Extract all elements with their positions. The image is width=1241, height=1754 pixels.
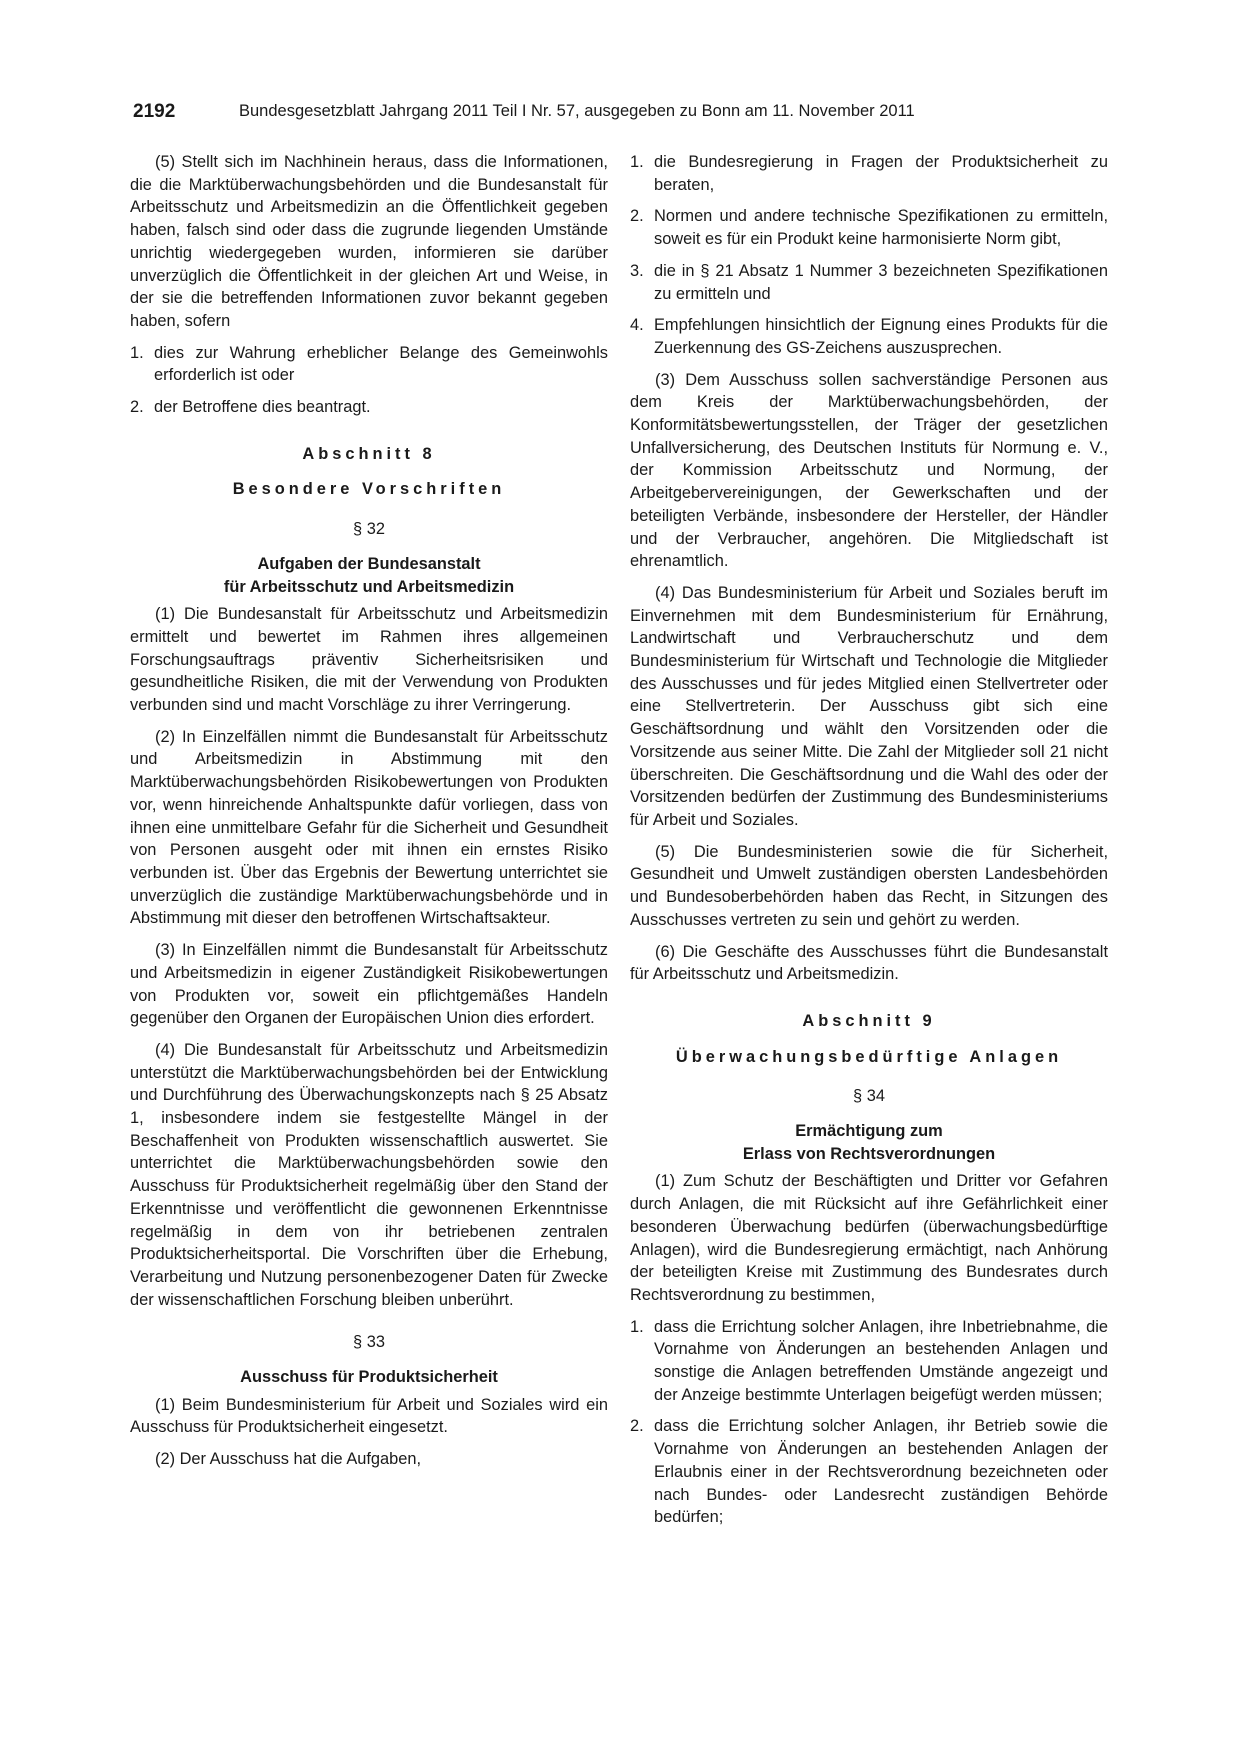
section-title: Besondere Vorschriften — [232, 480, 506, 499]
left-column — [130, 151, 608, 1480]
paragraph: (2) In Einzelfällen nimmt die Bundesanstalt für Arbeitsschutz und Arbeitsmedizin in Abstimmung mit den Marktüberwachungsbehörden Risikobewertungen von Produkten vor, wenn hinreichende Anhaltspunkte dafür vorliegen, dass von ihnen eine unmittelbare Gefahr für die Sicherheit und Gesundheit von Personen ausgeht oder mit ihnen ein ernstes Risiko verbunden ist. Über das Ergebnis der Bewertung unterrichtet sie unverzüglich die zuständige Marktüberwachungsbehörde und in Abstimmung mit dieser den betroffenen Wirtschaftsakteur. — [130, 727, 608, 928]
paragraph: (4) Das Bundesministerium für Arbeit und Soziales beruft im Einvernehmen mit dem Bundesministerium für Ernährung, Landwirtschaft und Verbraucherschutz und dem Bundesministerium für Wirtschaft und Technologie die Mitglieder des Ausschusses und für jedes Mitglied einen Stellvertreter oder eine Stellvertreterin. Der Ausschuss gibt sich eine Geschäftsordnung und wählt den Vorsitzenden oder die Vorsitzende aus seiner Mitte. Die Zahl der Mitglieder soll 21 nicht überschreiten. Die Geschäftsordnung und die Wahl des oder der Vorsitzenden bedürfen der Zustimmung des Bundesministeriums für Arbeit und Soziales. — [630, 583, 1108, 829]
list-number: 4. — [630, 316, 644, 335]
paragraph: (1) Zum Schutz der Beschäftigten und Dritter vor Gefahren durch Anlagen, die mit Rücksicht auf ihre Gefährlichkeit einer besonderen Überwachung bedürfen (überwachungsbedürftige Anlagen), wird die Bundesregierung ermächtigt, nach Anhörung der beteiligten Kreise mit Zustimmung des Bundesrates durch Rechtsverordnung zu bestimmen, — [630, 1172, 1108, 1304]
paragraph: (1) Die Bundesanstalt für Arbeitsschutz und Arbeitsmedizin ermittelt und bewertet im Rahmen ihres allgemeinen Forschungsauftrags präventiv Sicherheitsrisiken und gesundheitliche Risiken, die mit der Verwendung von Produkten verbunden sind und macht Vorschläge zu ihrer Verringerung. — [130, 605, 608, 715]
paragraph: (1) Beim Bundesministerium für Arbeit und Soziales wird ein Ausschuss für Produktsicherheit eingesetzt. — [130, 1395, 608, 1437]
list-text: der Betroffene dies beantragt. — [154, 398, 371, 417]
paragraph-number: § 32 — [353, 520, 385, 539]
list-item — [130, 396, 608, 419]
list-item — [630, 260, 1108, 305]
paragraph: (6) Die Geschäfte des Ausschusses führt die Bundesanstalt für Arbeitsschutz und Arbeitsmedizin. — [630, 942, 1108, 984]
paragraph-title: Ausschuss für Produktsicherheit — [240, 1368, 498, 1387]
paragraph-number: § 33 — [353, 1333, 385, 1352]
list-number: 2. — [130, 398, 144, 417]
list-item — [630, 1415, 1108, 1529]
paragraph-title: für Arbeitsschutz und Arbeitsmedizin — [223, 577, 515, 596]
list-text: die in § 21 Absatz 1 Nummer 3 bezeichneten Spezifikationen zu ermitteln und — [654, 261, 1108, 303]
publication-title: Bundesgesetzblatt Jahrgang 2011 Teil I Nr. 57, ausgegeben zu Bonn am 11. November 2011 — [239, 102, 915, 120]
list-text: die Bundesregierung in Fragen der Produktsicherheit zu beraten, — [654, 153, 1108, 194]
paragraph-title: Ermächtigung zum — [795, 1122, 943, 1141]
list-item — [130, 342, 608, 387]
paragraph-title: Erlass von Rechtsverordnungen — [742, 1144, 996, 1163]
list-number: 1. — [630, 1317, 644, 1336]
section-heading: Abschnitt 9 — [802, 1011, 936, 1030]
list-text: dass die Errichtung solcher Anlagen, ihr Betrieb sowie die Vornahme von Änderungen an bestehenden Anlagen der Erlaubnis einer in der Rechtsverordnung bezeichneten oder nach Bundes- oder Landesrecht zuständigen Behörde bedürfen; — [654, 1417, 1108, 1527]
list-item — [630, 1316, 1108, 1407]
list-number: 1. — [630, 153, 644, 171]
list-number: 2. — [630, 207, 644, 226]
list-item — [630, 151, 1108, 196]
paragraph: (3) In Einzelfällen nimmt die Bundesanstalt für Arbeitsschutz und Arbeitsmedizin in eigener Zuständigkeit Risikobewertungen von Produkten vor, soweit ein pflichtgemäßes Handeln gegenüber den Organen der Europäischen Union dies erfordert. — [130, 941, 608, 1028]
page-number: 2192 — [133, 101, 176, 122]
list-number: 3. — [630, 261, 644, 280]
list-number: 2. — [630, 1417, 644, 1436]
list-text: dass die Errichtung solcher Anlagen, ihre Inbetriebnahme, die Vornahme von Änderungen an bestehenden Anlagen und sonstige die Anlagen betreffenden Umstände angezeigt und der Anzeige bestimmte Unterlagen beigefügt werden müssen; — [654, 1317, 1108, 1404]
paragraph: (4) Die Bundesanstalt für Arbeitsschutz und Arbeitsmedizin unterstützt die Marktüberwachungsbehörden bei der Entwicklung und Durchführung des Überwachungskonzepts nach § 25 Absatz 1, insbesondere indem sie festgestellte Mängel in der Beschaffenheit von Produkten wissenschaftlich auswertet. Sie unterrichtet die Marktüberwachungsbehörden sowie den Ausschuss für Produktsicherheit regelmäßig über den Stand der Erkenntnisse und veröffentlicht die gewonnenen Erkenntnisse regelmäßig in dem von ihr betriebenen zentralen Produktsicherheitsportal. Die Vorschriften über die Erhebung, Verarbeitung und Nutzung personenbezogener Daten für Zwecke der wissenschaftlichen Forschung bleiben unberührt. — [130, 1040, 608, 1309]
paragraph: (5) Die Bundesministerien sowie die für Sicherheit, Gesundheit und Umwelt zuständigen obersten Landesbehörden und Bundesoberbehörden haben das Recht, in Sitzungen des Ausschusses vertreten zu sein und gehört zu werden. — [630, 842, 1108, 929]
section-title: Überwachungsbedürftige Anlagen — [675, 1047, 1063, 1066]
list-text: Normen und andere technische Spezifikationen zu ermitteln, soweit es für ein Produkt keine harmonisierte Norm gibt, — [654, 207, 1108, 249]
right-column — [630, 151, 1108, 1538]
paragraph: (5) Stellt sich im Nachhinein heraus, dass die Informationen, die die Marktüberwachungsbehörden und die Bundesanstalt für Arbeitsschutz und Arbeitsmedizin an die Öffentlichkeit gegeben haben, falsch sind oder dass die zugrunde liegenden Umstände unrichtig wiedergegeben wurden, informieren sie darüber unverzüglich die Öffentlichkeit in der gleichen Art und Weise, in der sie die betreffenden Informationen zuvor bekannt gegeben haben, sofern — [130, 153, 608, 330]
paragraph-number: § 34 — [853, 1087, 885, 1106]
paragraph: (3) Dem Ausschuss sollen sachverständige Personen aus dem Kreis der Marktüberwachungsbehörden, der Konformitätsbewertungsstellen, der Träger der gesetzlichen Unfallversicherung, des Deutschen Instituts für Normung e. V., der Kommission Arbeitsschutz und Normung, der Arbeitgebervereinigungen, der Gewerkschaften und der beteiligten Verbände, insbesondere der Hersteller, der Händler und der Verbraucher, angehören. Die Mitgliedschaft ist ehrenamtlich. — [630, 370, 1108, 571]
list-text: dies zur Wahrung erheblicher Belange des Gemeinwohls erforderlich ist oder — [154, 343, 608, 385]
paragraph-title: Aufgaben der Bundesanstalt — [257, 554, 481, 573]
list-text: Empfehlungen hinsichtlich der Eignung eines Produkts für die Zuerkennung des GS-Zeichens auszusprechen. — [654, 316, 1108, 357]
list-number: 1. — [130, 343, 144, 362]
page-header — [133, 101, 1108, 129]
list-item — [630, 205, 1108, 250]
list-item — [630, 314, 1108, 359]
section-heading: Abschnitt 8 — [302, 444, 436, 463]
paragraph: (2) Der Ausschuss hat die Aufgaben, — [155, 1450, 422, 1469]
